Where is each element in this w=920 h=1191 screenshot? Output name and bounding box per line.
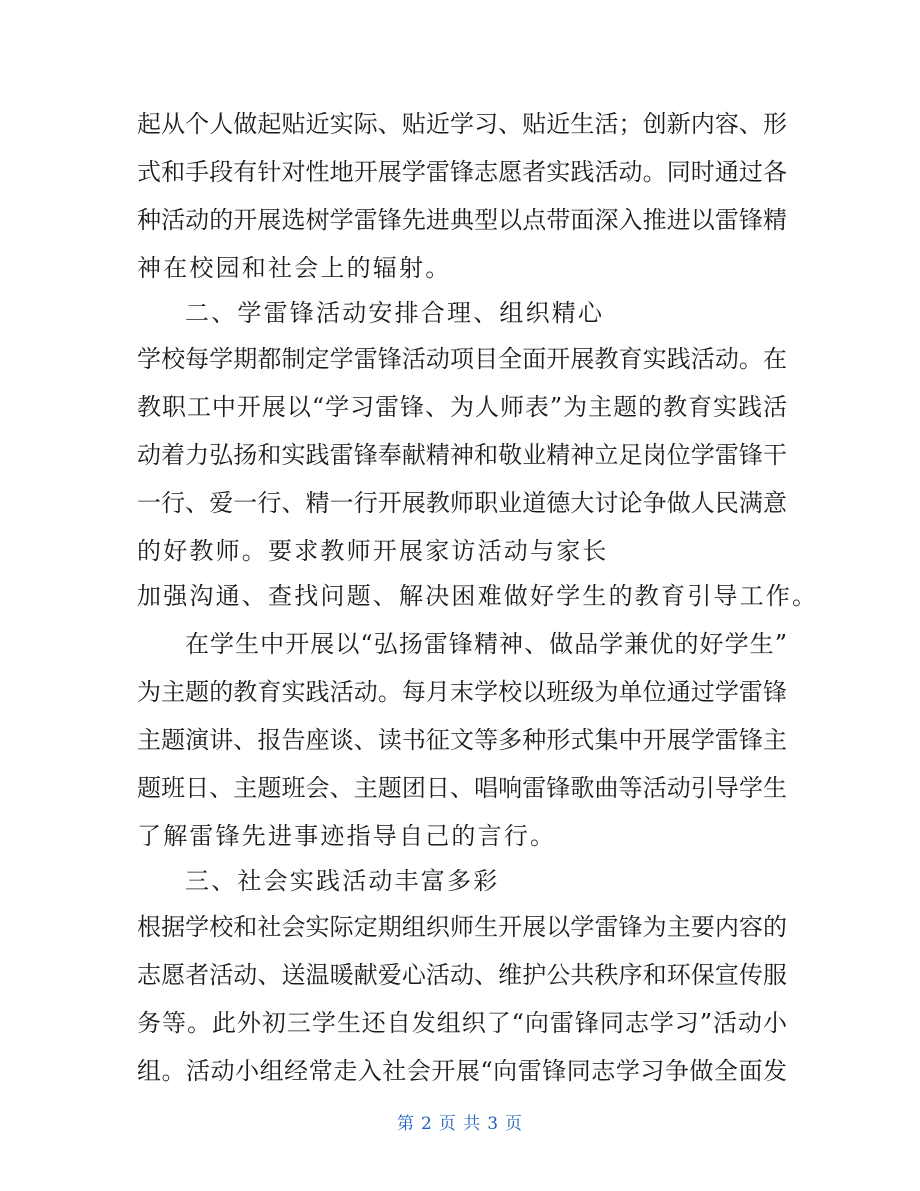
text-line: 教职工中开展以“学习雷锋、为人师表”为主题的教育实践活 bbox=[137, 393, 787, 421]
page-number-footer bbox=[0, 1112, 920, 1136]
text-line: 组。活动小组经常走入社会开展“向雷锋同志学习争做全面发 bbox=[137, 1057, 787, 1085]
text-line: 起从个人做起贴近实际、贴近学习、贴近生活；创新内容、形 bbox=[137, 110, 787, 138]
footer-middle: 页 共 bbox=[438, 1114, 482, 1134]
footer-prefix: 第 bbox=[396, 1114, 415, 1134]
footer-suffix: 页 bbox=[505, 1114, 524, 1134]
section-heading: 三、社会实践活动丰富多彩 bbox=[185, 867, 500, 895]
text-line: 主题演讲、报告座谈、读书征文等多种形式集中开展学雷锋主 bbox=[137, 726, 787, 754]
text-line: 在学生中开展以“弘扬雷锋精神、做品学兼优的好学生” bbox=[185, 630, 787, 658]
section-heading: 二、学雷锋活动安排合理、组织精心 bbox=[185, 299, 605, 327]
text-line: 神在校园和社会上的辐射。 bbox=[137, 254, 452, 282]
text-line: 题班日、主题班会、主题团日、唱响雷锋歌曲等活动引导学生 bbox=[137, 774, 787, 802]
text-line: 了解雷锋先进事迹指导自己的言行。 bbox=[137, 822, 557, 850]
text-line: 一行、爱一行、精一行开展教师职业道德大讨论争做人民满意 bbox=[137, 489, 787, 517]
text-line: 为主题的教育实践活动。每月末学校以班级为单位通过学雷锋 bbox=[137, 678, 787, 706]
text-line: 式和手段有针对性地开展学雷锋志愿者实践活动。同时通过各 bbox=[137, 158, 787, 186]
text-line: 动着力弘扬和实践雷锋奉献精神和敬业精神立足岗位学雷锋干 bbox=[137, 441, 787, 469]
text-line: 加强沟通、查找问题、解决困难做好学生的教育引导工作。 bbox=[137, 582, 819, 610]
text-line: 学校每学期都制定学雷锋活动项目全面开展教育实践活动。在 bbox=[137, 345, 787, 373]
text-line: 的好教师。要求教师开展家访活动与家长 bbox=[137, 537, 609, 565]
text-line: 种活动的开展选树学雷锋先进典型以点带面深入推进以雷锋精 bbox=[137, 206, 787, 234]
current-page-number: 2 bbox=[420, 1114, 433, 1134]
text-line: 志愿者活动、送温暖献爱心活动、维护公共秩序和环保宣传服 bbox=[137, 961, 787, 989]
text-line: 务等。此外初三学生还自发组织了“向雷锋同志学习”活动小 bbox=[137, 1009, 787, 1037]
text-line: 根据学校和社会实际定期组织师生开展以学雷锋为主要内容的 bbox=[137, 913, 787, 941]
total-page-number: 3 bbox=[487, 1114, 500, 1134]
